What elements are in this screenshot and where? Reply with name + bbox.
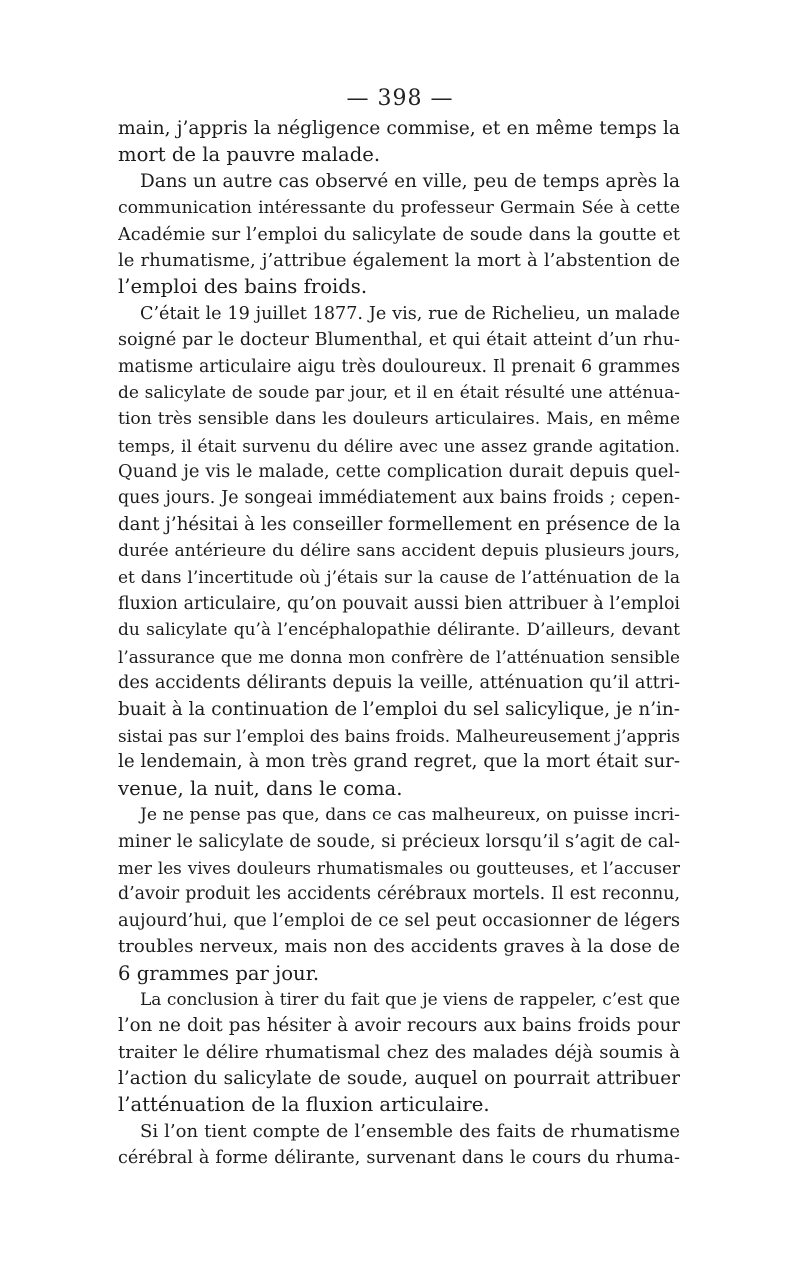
text-line: aujourd’hui, que l’emploi de ce sel peut occasionner de légers [118, 909, 680, 931]
text-line: du salicylate qu’à l’encéphalopathie délirante. D’ailleurs, devant [118, 620, 680, 641]
text-line: d’avoir produit les accidents cérébraux mortels. Il est reconnu, [118, 884, 680, 905]
text-line: matisme articulaire aigu très douloureux. Il prenait 6 grammes [118, 356, 680, 377]
text-line: l’on ne doit pas hésiter à avoir recours aux bains froids pour [118, 1015, 680, 1037]
text-line: sistai pas sur l’emploi des bains froids. Malheureusement j’appris [118, 725, 680, 746]
text-line: 6 grammes par jour. [118, 961, 320, 985]
text-line: main, j’appris la négligence commise, et en même temps la [118, 118, 680, 139]
text-line: La conclusion à tirer du fait que je viens de rappeler, c’est que [140, 989, 680, 1010]
text-line: Je ne pense pas que, dans ce cas malheureux, on puisse incri- [140, 805, 680, 826]
text-line: l’atténuation de la fluxion articulaire. [118, 1093, 490, 1117]
text-line: ques jours. Je songeai immédiatement aux bains froids ; cepen- [118, 488, 680, 509]
text-line: l’assurance que me donna mon confrère de l’atténuation sensible [118, 646, 680, 667]
text-line: dant j’hésitai à les conseiller formellement en présence de la [118, 513, 680, 535]
text-line: C’était le 19 juillet 1877. Je vis, rue de Richelieu, un malade [140, 303, 680, 324]
text-line: l’action du salicylate de soude, auquel on pourrait attribuer [118, 1068, 680, 1090]
page-number: — 398 — [346, 86, 454, 111]
text-line: de salicylate de soude par jour, et il en était résulté une atténua- [118, 382, 680, 403]
text-line: l’emploi des bains froids. [118, 275, 368, 299]
text-line: mort de la pauvre malade. [118, 143, 381, 167]
text-line: le lendemain, à mon très grand regret, que la mort était sur- [118, 751, 680, 773]
text-line: communication intéressante du professeur Germain Sée à cette [118, 198, 680, 219]
text-line: Quand je vis le malade, cette complication durait depuis quel- [118, 461, 680, 483]
text-line: buait à la continuation de l’emploi du sel salicylique, je n’in- [118, 698, 680, 720]
text-line: Si l’on tient compte de l’ensemble des faits de rhumatisme [140, 1120, 680, 1142]
text-line: cérébral à forme délirante, survenant dans le cours du rhuma- [118, 1148, 680, 1169]
text-line: troubles nerveux, mais non des accidents graves à la dose de [118, 936, 680, 958]
text-line: temps, il était survenu du délire avec une assez grande agitation. [118, 435, 680, 456]
text-line: soigné par le docteur Blumenthal, et qui était atteint d’un rhu- [118, 330, 680, 351]
text-line: Dans un autre cas observé en ville, peu de temps après la [140, 170, 680, 192]
text-line: fluxion articulaire, qu’on pouvait aussi bien attribuer à l’emploi [118, 594, 680, 615]
text-line: traiter le délire rhumatismal chez des malades déjà soumis à [118, 1041, 680, 1063]
text-line: Académie sur l’emploi du salicylate de soude dans la goutte et [118, 224, 680, 245]
text-line: venue, la nuit, dans le coma. [118, 776, 403, 800]
text-line: tion très sensible dans les douleurs articulaires. Mais, en même [118, 409, 680, 430]
text-line: mer les vives douleurs rhumatismales ou goutteuses, et l’accuser [118, 857, 680, 878]
text-line: le rhumatisme, j’attribue également la mort à l’abstention de [118, 249, 680, 271]
text-line: des accidents délirants depuis la veille, atténuation qu’il attri- [118, 672, 680, 694]
body-text [118, 116, 680, 1172]
text-line: et dans l’incertitude où j’étais sur la cause de l’atténuation de la [118, 567, 680, 588]
text-line: durée antérieure du délire sans accident depuis plusieurs jours, [118, 541, 680, 562]
text-line: miner le salicylate de soude, si précieux lorsqu’il s’agit de cal- [118, 830, 680, 852]
